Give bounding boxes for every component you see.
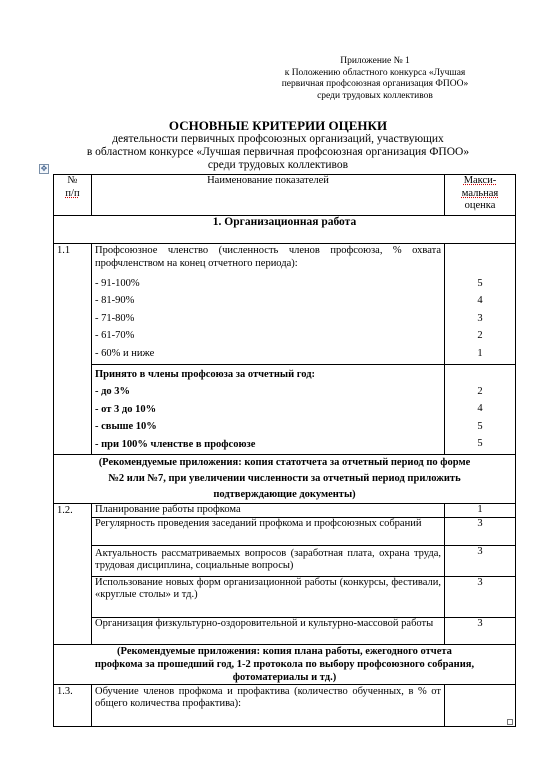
row-description: Регулярность проведения заседаний профкома и профсоюзных собраний bbox=[92, 517, 445, 545]
score-value: 5 bbox=[477, 420, 483, 432]
appendix-note bbox=[230, 56, 520, 102]
table-row bbox=[54, 576, 516, 617]
score-value: 3 bbox=[477, 312, 483, 324]
header-name: Наименование показателей bbox=[92, 175, 445, 216]
criterion-item: - от 3 до 10% bbox=[95, 403, 157, 415]
table-row bbox=[54, 364, 516, 454]
row-number: 1.2. bbox=[54, 503, 92, 644]
criterion-text: Профсоюзное членство (численность членов профсоюза, % охвата профчленством на конец отчетного периода): bbox=[95, 245, 441, 269]
row-description: Обучение членов профкома и профактива (количество обученных, в % от общего количества профактива): bbox=[92, 684, 445, 726]
title-subline: деятельности первичных профсоюзных организаций, участвующих bbox=[112, 133, 444, 145]
score-value: 2 bbox=[477, 330, 483, 342]
table-row bbox=[54, 503, 516, 517]
score-value: 3 bbox=[445, 576, 516, 617]
appendix-line: Приложение № 1 bbox=[340, 56, 410, 66]
row-scores bbox=[445, 364, 516, 454]
recommendation-text: (Рекомендуемые приложения: копия плана работы, ежегодного отчета профкома за прошедший год, 1-2 протокола по выбору профсоюзного собрания, фотоматериалы и тд.) bbox=[54, 644, 516, 684]
criterion-item: - 60% и ниже bbox=[95, 347, 155, 359]
score-value: 3 bbox=[445, 517, 516, 545]
header-number: № п/п bbox=[54, 175, 92, 216]
score-value: 3 bbox=[445, 545, 516, 576]
score-value: 5 bbox=[477, 278, 483, 289]
criterion-item: - 81-90% bbox=[95, 295, 135, 307]
header-max-score: Макси- мальная оценка bbox=[445, 175, 516, 216]
row-description: Актуальность рассматриваемых вопросов (заработная плата, охрана труда, трудовая дисциплина, социальные вопросы) bbox=[92, 545, 445, 576]
section-title: 1. Организационная работа bbox=[54, 216, 516, 244]
document-title bbox=[40, 118, 516, 172]
appendix-line: первичная профсоюзная организация ФПОО» bbox=[281, 79, 469, 89]
table-resize-handle-icon[interactable] bbox=[507, 719, 513, 725]
title-main: ОСНОВНЫЕ КРИТЕРИИ ОЦЕНКИ bbox=[168, 118, 388, 133]
criterion-item: - при 100% членстве в профсоюзе bbox=[95, 438, 256, 450]
score-value: 1 bbox=[445, 503, 516, 517]
score-value: 5 bbox=[477, 438, 483, 450]
row-description: Планирование работы профкома bbox=[92, 503, 445, 517]
criterion-item: - 61-70% bbox=[95, 330, 135, 342]
criterion-item: - 91-100% bbox=[95, 278, 140, 289]
criteria-table bbox=[53, 174, 516, 727]
row-description bbox=[92, 364, 445, 454]
recommendation-row bbox=[54, 454, 516, 503]
table-row bbox=[54, 244, 516, 365]
table-row bbox=[54, 545, 516, 576]
criterion-item: - 71-80% bbox=[95, 312, 135, 324]
table-move-handle-icon[interactable]: ✥ bbox=[40, 164, 48, 173]
section-row bbox=[54, 216, 516, 244]
appendix-line: к Положению областного конкурса «Лучшая bbox=[284, 67, 466, 78]
score-value: 2 bbox=[477, 385, 483, 397]
table-header-row bbox=[54, 175, 516, 216]
row-description: Использование новых форм организационной работы (конкурсы, фестивали, «круглые столы» и тд.) bbox=[92, 576, 445, 617]
table-row bbox=[54, 684, 516, 726]
table-row bbox=[54, 517, 516, 545]
row-scores bbox=[445, 244, 516, 365]
title-subline: в областном конкурсе «Лучшая первичная профсоюзная организация ФПОО» bbox=[86, 146, 470, 158]
criterion-item: - до 3% bbox=[95, 386, 131, 398]
criterion-item: - свыше 10% bbox=[95, 421, 157, 433]
score-value bbox=[445, 684, 516, 726]
title-subline: среди трудовых коллективов bbox=[207, 159, 349, 171]
recommendation-row bbox=[54, 644, 516, 684]
recommendation-text: (Рекомендуемые приложения: копия статотчета за отчетный период по форме №2 или №7, при увеличении численности за отчетный период приложить подтверждающие документы) bbox=[54, 454, 516, 503]
row-number: 1.3. bbox=[54, 684, 92, 726]
table-row bbox=[54, 617, 516, 644]
score-value: 1 bbox=[477, 347, 483, 359]
score-value: 4 bbox=[477, 403, 483, 415]
criterion-text: Принято в члены профсоюза за отчетный год: bbox=[95, 368, 316, 380]
score-value: 4 bbox=[477, 295, 483, 307]
appendix-line: среди трудовых коллективов bbox=[317, 90, 433, 101]
score-value: 3 bbox=[445, 617, 516, 644]
row-number: 1.1 bbox=[54, 244, 92, 455]
row-description: Организация физкультурно-оздоровительной и культурно-массовой работы bbox=[92, 617, 445, 644]
row-description bbox=[92, 244, 445, 365]
